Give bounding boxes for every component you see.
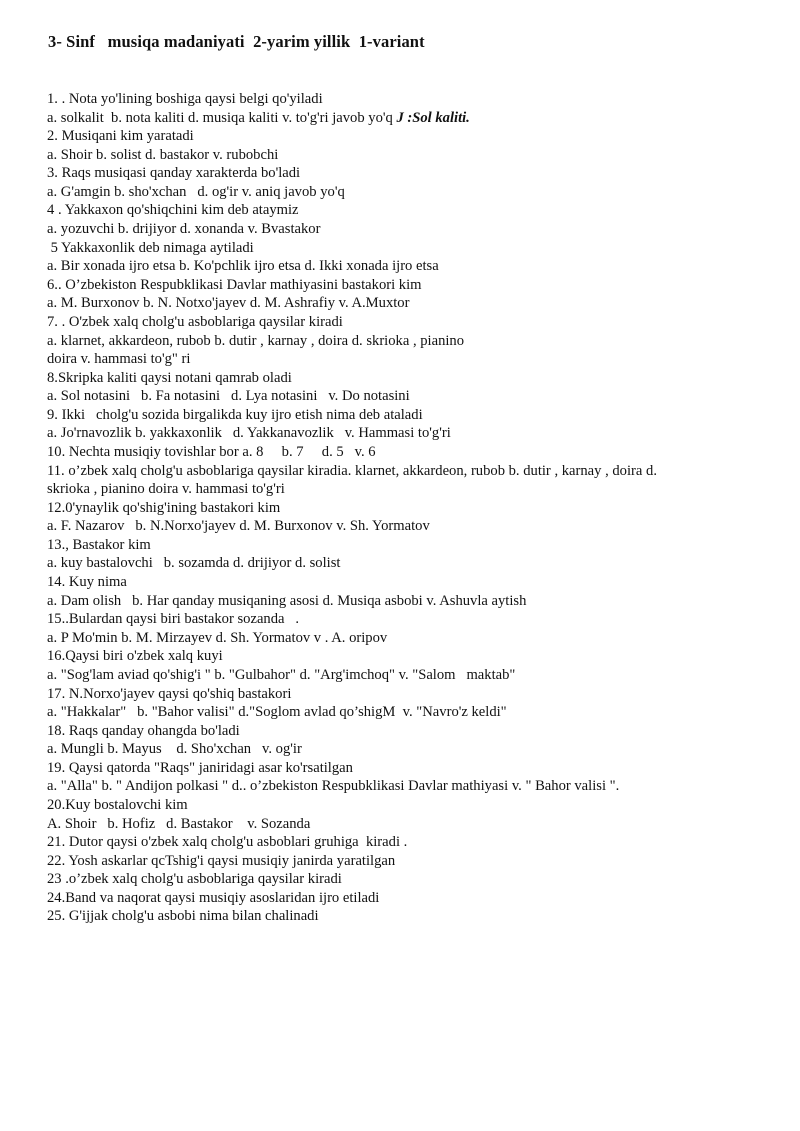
text-line	[47, 554, 767, 573]
text-line	[47, 350, 767, 369]
line-text: a. Mungli b. Mayus d. Sho'xchan v. og'ir	[47, 741, 302, 758]
line-text: 21. Dutor qaysi o'zbek xalq cholg'u asboblari gruhiga kiradi .	[47, 834, 408, 851]
text-line	[47, 294, 767, 313]
line-text: a. M. Burxonov b. N. Notxo'jayev d. M. Ashrafiy v. A.Muxtor	[47, 295, 410, 312]
line-text: 12.0'ynaylik qo'shig'ining bastakori kim	[47, 499, 281, 516]
line-text: 8.Skripka kaliti qaysi notani qamrab oladi	[47, 369, 292, 386]
line-text: 14. Kuy nima	[47, 574, 127, 591]
line-text: 18. Raqs qanday ohangda bo'ladi	[47, 722, 240, 739]
line-text: 25. G'ijjak cholg'u asbobi nima bilan chalinadi	[47, 908, 319, 925]
line-text: 22. Yosh askarlar qcTshig'i qaysi musiqiy janirda yaratilgan	[47, 852, 396, 869]
text-line	[47, 722, 767, 741]
line-text: 20.Kuy bostalovchi kim	[47, 796, 188, 813]
text-line	[47, 852, 767, 871]
text-line	[47, 629, 767, 648]
text-line	[47, 406, 767, 425]
line-text: a. F. Nazarov b. N.Norxo'jayev d. M. Burxonov v. Sh. Yormatov	[47, 518, 430, 535]
text-line	[47, 685, 767, 704]
text-line	[47, 201, 767, 220]
line-text: doira v. hammasi to'g" ri	[47, 351, 191, 368]
line-text: a. Sol notasini b. Fa notasini d. Lya notasini v. Do notasini	[47, 388, 410, 405]
text-line	[47, 573, 767, 592]
text-line	[47, 146, 767, 165]
line-text: a. klarnet, akkardeon, rubob b. dutir , karnay , doira d. skrioka , pianino	[47, 332, 465, 349]
line-text: skrioka , pianino doira v. hammasi to'g'ri	[47, 481, 285, 498]
text-line	[47, 907, 767, 926]
text-line	[47, 592, 767, 611]
text-line	[47, 387, 767, 406]
text-line	[47, 127, 767, 146]
text-line	[47, 499, 767, 518]
line-text: 2. Musiqani kim yaratadi	[47, 128, 194, 145]
text-line	[47, 424, 767, 443]
line-text: 23 .o’zbek xalq cholg'u asboblariga qaysilar kiradi	[47, 871, 342, 888]
text-line	[47, 517, 767, 536]
text-line	[47, 536, 767, 555]
text-line	[47, 777, 767, 796]
text-line	[47, 703, 767, 722]
text-line	[47, 666, 767, 685]
text-line	[47, 833, 767, 852]
line-text: 7. . O'zbek xalq cholg'u asboblariga qaysilar kiradi	[47, 313, 343, 330]
line-text: a. yozuvchi b. drijiyor d. xonanda v. Bvastakor	[47, 221, 321, 238]
line-text: a. P Mo'min b. M. Mirzayev d. Sh. Yormatov v . A. oripov	[47, 629, 388, 646]
text-line	[47, 443, 767, 462]
text-line	[47, 313, 767, 332]
text-line	[47, 759, 767, 778]
line-text: a. "Hakkalar" b. "Bahor valisi" d."Soglom avlad qo’shigM v. "Navro'z keldi"	[47, 704, 507, 721]
text-line	[47, 740, 767, 759]
text-line	[47, 257, 767, 276]
text-line	[47, 870, 767, 889]
line-text: A. Shoir b. Hofiz d. Bastakor v. Sozanda	[47, 815, 311, 832]
text-line	[47, 889, 767, 908]
text-line	[47, 369, 767, 388]
text-line	[47, 220, 767, 239]
line-text: 15..Bulardan qaysi biri bastakor sozanda .	[47, 611, 300, 628]
page-title: 3- Sinf musiqa madaniyati 2-yarim yillik 1-variant	[48, 32, 425, 51]
line-text: 11. o’zbek xalq cholg'u asboblariga qaysilar kiradia. klarnet, akkardeon, rubob b. dutir , karnay , doira d.	[47, 462, 657, 479]
answer-key: J :Sol kaliti.	[396, 109, 470, 126]
line-text: 6.. O’zbekiston Respubklikasi Davlar mathiyasini bastakori kim	[47, 276, 422, 293]
text-line	[47, 164, 767, 183]
line-text: a. Shoir b. solist d. bastakor v. rubobchi	[47, 146, 279, 163]
line-text: a. kuy bastalovchi b. sozamda d. drijiyor d. solist	[47, 555, 341, 572]
line-text: a. "Sog'lam aviad qo'shig'i " b. "Gulbahor" d. "Arg'imchoq" v. "Salom maktab"	[47, 666, 516, 683]
line-text: 5 Yakkaxonlik deb nimaga aytiladi	[47, 239, 254, 256]
line-text: a. Bir xonada ijro etsa b. Ko'pchlik ijro etsa d. Ikki xonada ijro etsa	[47, 258, 439, 275]
line-text: a. "Alla" b. " Andijon polkasi " d.. o’zbekiston Respubklikasi Davlar mathiyasi v. " Bahor valisi ".	[47, 778, 620, 795]
line-text: a. G'amgin b. sho'xchan d. og'ir v. aniq javob yo'q	[47, 183, 345, 200]
question-list	[47, 90, 767, 926]
line-text: a. Jo'rnavozlik b. yakkaxonlik d. Yakkanavozlik v. Hammasi to'g'ri	[47, 425, 451, 442]
text-line	[47, 183, 767, 202]
line-text: 19. Qaysi qatorda "Raqs" janiridagi asar ko'rsatilgan	[47, 759, 353, 776]
line-text: 16.Qaysi biri o'zbek xalq kuyi	[47, 648, 223, 665]
line-text: 3. Raqs musiqasi qanday xarakterda bo'ladi	[47, 165, 301, 182]
line-text: a. solkalit b. nota kaliti d. musiqa kaliti v. to'g'ri javob yo'q	[47, 109, 397, 126]
line-text: 9. Ikki cholg'u sozida birgalikda kuy ijro etish nima deb ataladi	[47, 406, 423, 423]
text-line	[47, 796, 767, 815]
text-line	[47, 90, 767, 109]
text-line	[47, 647, 767, 666]
line-text: 1. . Nota yo'lining boshiga qaysi belgi qo'yiladi	[47, 91, 323, 107]
text-line	[47, 480, 767, 499]
text-line	[47, 610, 767, 629]
line-text: 13., Bastakor kim	[47, 536, 151, 553]
line-text: 10. Nechta musiqiy tovishlar bor a. 8 b. 7 d. 5 v. 6	[47, 443, 376, 460]
text-line	[47, 109, 767, 128]
text-line	[47, 462, 767, 481]
line-text: 17. N.Norxo'jayev qaysi qo'shiq bastakori	[47, 685, 292, 702]
line-text: 24.Band va naqorat qaysi musiqiy asoslaridan ijro etiladi	[47, 889, 380, 906]
line-text: 4 . Yakkaxon qo'shiqchini kim deb ataymiz	[47, 202, 299, 219]
text-line	[47, 332, 767, 351]
text-line	[47, 239, 767, 258]
line-text: a. Dam olish b. Har qanday musiqaning asosi d. Musiqa asbobi v. Ashuvla aytish	[47, 592, 527, 609]
text-line	[47, 276, 767, 295]
text-line	[47, 815, 767, 834]
